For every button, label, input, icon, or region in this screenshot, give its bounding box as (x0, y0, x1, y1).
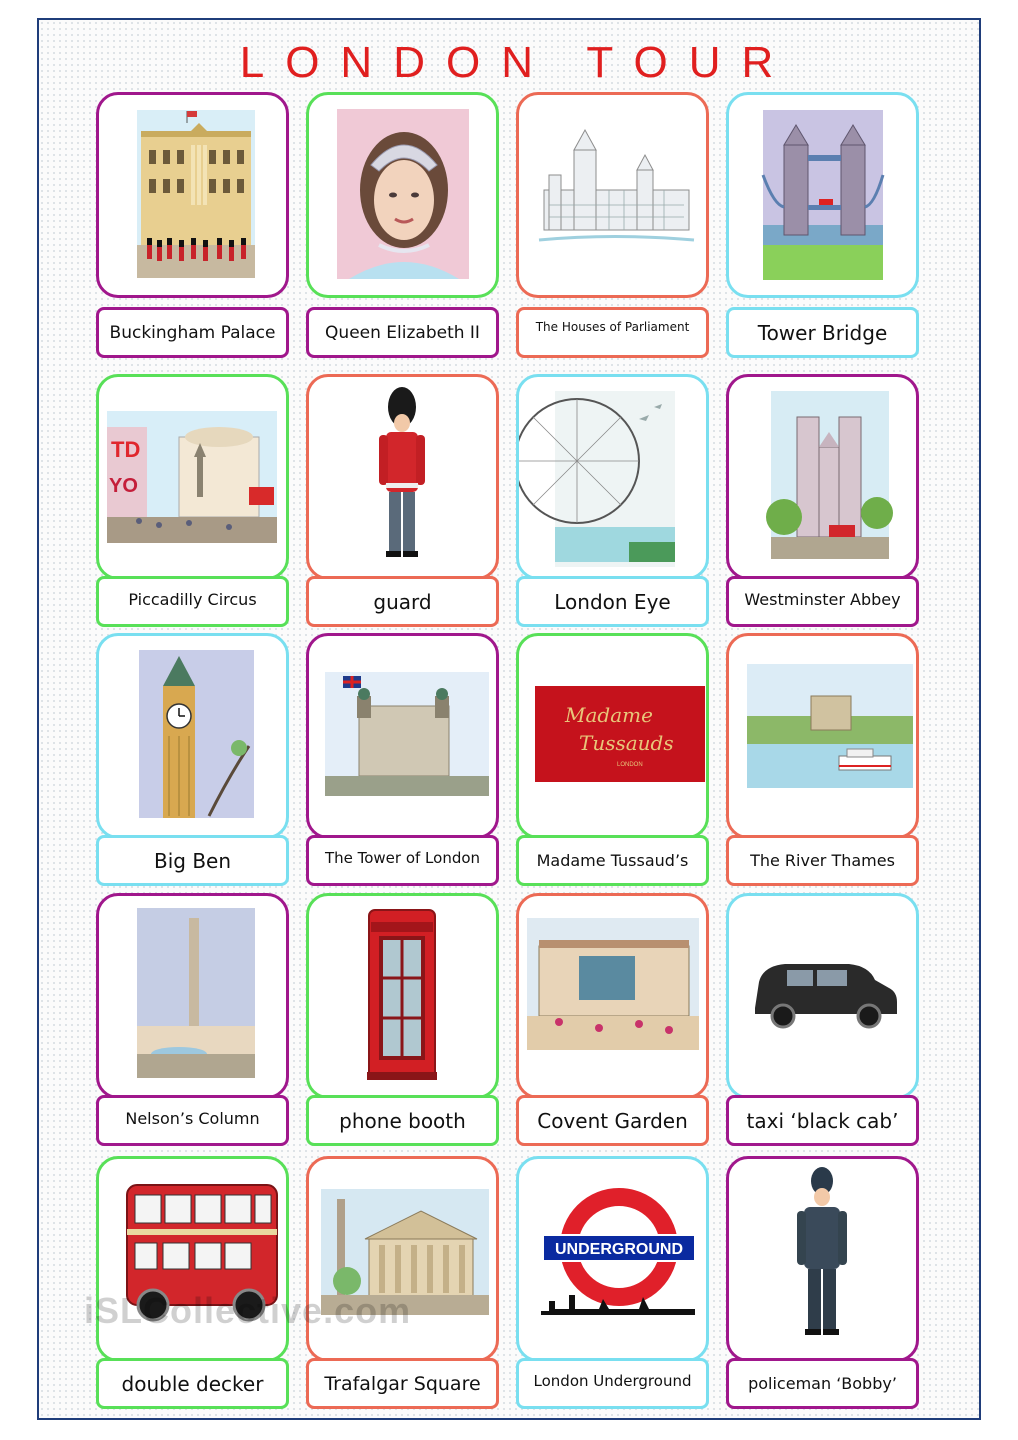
big-ben-illustration (99, 636, 286, 836)
card-buckingham-palace (96, 92, 289, 298)
svg-text:TD: TD (111, 437, 141, 462)
label-buckingham-palace: Buckingham Palace (96, 307, 289, 358)
covent-garden-illustration (519, 896, 706, 1096)
label-piccadilly-circus: Piccadilly Circus (96, 576, 289, 627)
westminster-abbey-illustration (729, 377, 916, 577)
card-nelsons-column (96, 893, 289, 1099)
card-houses-of-parliament (516, 92, 709, 298)
label-tower-bridge: Tower Bridge (726, 307, 919, 358)
policeman-bobby-figure (729, 1159, 916, 1359)
underground-roundel (519, 1159, 706, 1359)
tower-of-london-illustration (309, 636, 496, 836)
card-guard (306, 374, 499, 580)
card-tower-of-london (306, 633, 499, 839)
parliament-sketch-illustration (519, 95, 706, 295)
red-phone-booth (309, 896, 496, 1096)
buckingham-palace-illustration (99, 95, 286, 295)
label-guard: guard (306, 576, 499, 627)
queen-portrait-illustration (309, 95, 496, 295)
piccadilly-circus-illustration (99, 377, 286, 577)
label-taxi-black-cab: taxi ‘black cab’ (726, 1095, 919, 1146)
card-covent-garden (516, 893, 709, 1099)
label-trafalgar-square: Trafalgar Square (306, 1358, 499, 1409)
page-title: LONDON TOUR (239, 38, 795, 87)
card-river-thames (726, 633, 919, 839)
card-madame-tussauds (516, 633, 709, 839)
svg-text:Tussauds: Tussauds (579, 731, 674, 755)
card-piccadilly-circus (96, 374, 289, 580)
card-london-underground (516, 1156, 709, 1362)
card-queen-elizabeth (306, 92, 499, 298)
label-river-thames: The River Thames (726, 835, 919, 886)
svg-text:YO: YO (109, 475, 138, 497)
label-covent-garden: Covent Garden (516, 1095, 709, 1146)
card-london-eye (516, 374, 709, 580)
svg-text:UNDERGROUND: UNDERGROUND (555, 1241, 683, 1258)
royal-guard-figure (309, 377, 496, 577)
card-black-cab (726, 893, 919, 1099)
black-cab-taxi (729, 896, 916, 1096)
nelsons-column-illustration (99, 896, 286, 1096)
label-double-decker: double decker (96, 1358, 289, 1409)
label-london-underground: London Underground (516, 1358, 709, 1409)
label-london-eye: London Eye (516, 576, 709, 627)
label-big-ben: Big Ben (96, 835, 289, 886)
card-phone-booth (306, 893, 499, 1099)
london-eye-illustration (519, 377, 706, 577)
label-madame-tussauds: Madame Tussaud’s (516, 835, 709, 886)
label-nelsons-column: Nelson’s Column (96, 1095, 289, 1146)
card-big-ben (96, 633, 289, 839)
svg-text:Madame: Madame (565, 703, 653, 727)
label-tower-of-london: The Tower of London (306, 835, 499, 886)
label-phone-booth: phone booth (306, 1095, 499, 1146)
label-policeman-bobby: policeman ‘Bobby’ (726, 1358, 919, 1409)
river-thames-illustration (729, 636, 916, 836)
card-tower-bridge (726, 92, 919, 298)
card-westminster-abbey (726, 374, 919, 580)
label-westminster-abbey: Westminster Abbey (726, 576, 919, 627)
watermark: iSLCollective.com (84, 1290, 412, 1331)
label-queen-elizabeth: Queen Elizabeth II (306, 307, 499, 358)
svg-text:LONDON: LONDON (617, 762, 643, 768)
label-houses-of-parliament: The Houses of Parliament (516, 307, 709, 358)
madame-tussauds-logo (519, 636, 706, 836)
tower-bridge-illustration (729, 95, 916, 295)
card-policeman-bobby (726, 1156, 919, 1362)
